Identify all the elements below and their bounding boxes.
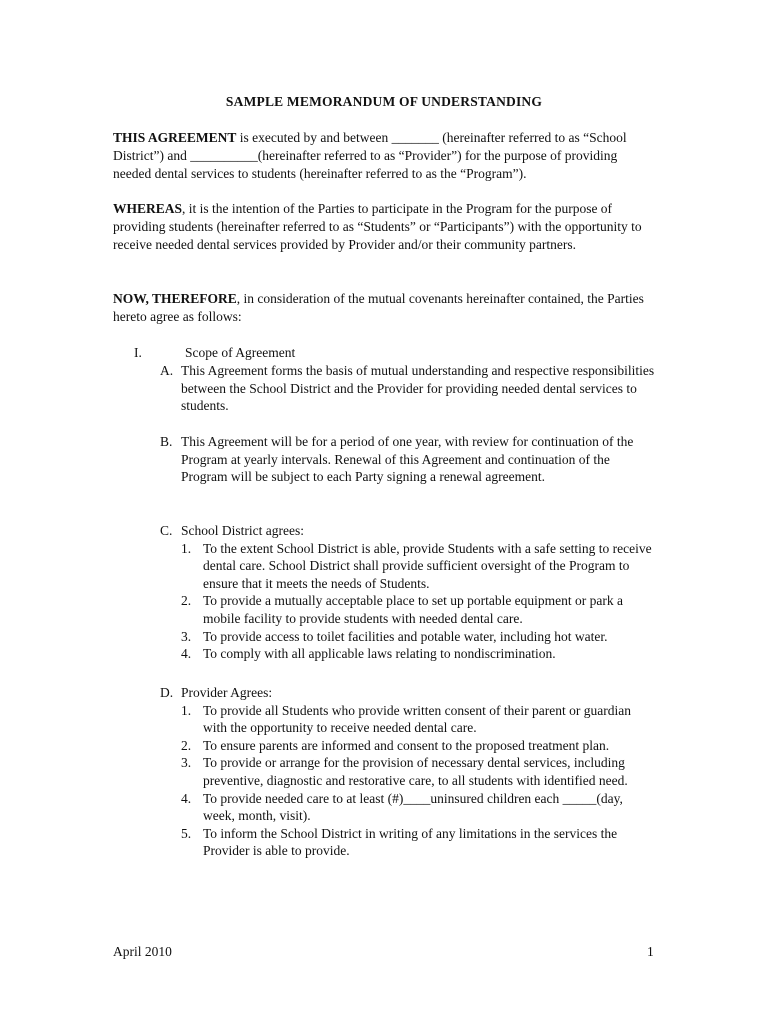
list-item-number: 5. — [181, 825, 192, 841]
agreement-paragraph — [113, 129, 653, 183]
therefore-text: , in consideration of the mutual covenants hereinafter contained, the Parties hereto agree as follows: — [113, 291, 644, 324]
list-item — [160, 702, 658, 737]
page-number: 1 — [647, 944, 654, 959]
clause-a-label: A. — [160, 363, 174, 378]
list-item-text: To inform the School District in writing of any limitations in the services the Provider is able to provide. — [203, 825, 618, 859]
list-item — [160, 540, 658, 593]
list-item-text: To provide needed care to at least (#)____uninsured children each _____(day, week, month, visit). — [203, 790, 623, 824]
list-item-number: 1. — [181, 702, 192, 718]
section-title: Scope of Agreement — [185, 345, 296, 360]
list-item — [160, 592, 658, 627]
clause-b-label: B. — [160, 434, 173, 449]
list-item — [160, 790, 658, 825]
clause-d-list — [160, 702, 660, 860]
list-item-text: To provide all Students who provide written consent of their parent or guardian with the opportunity to receive needed dental care. — [203, 702, 631, 736]
therefore-lead: NOW, THEREFORE — [113, 291, 237, 306]
agreement-lead: THIS AGREEMENT — [113, 130, 237, 145]
whereas-lead: WHEREAS — [113, 201, 183, 216]
list-item-text: To provide access to toilet facilities and potable water, including hot water. — [203, 628, 608, 644]
list-item-number: 2. — [181, 593, 192, 609]
list-item-number: 3. — [181, 628, 192, 644]
list-item — [160, 737, 658, 755]
list-item — [160, 825, 658, 860]
agreement-text: is executed by and between _______ (hereinafter referred to as “School District”) and __________(hereinafter referred to as “Provider”) for the purpose of providing needed dental services to students (hereinafter referred to as the “Program”). — [113, 130, 627, 181]
clause-d — [160, 684, 660, 860]
list-item-text: To ensure parents are informed and consent to the proposed treatment plan. — [203, 737, 610, 753]
clause-c-label: C. — [160, 523, 173, 538]
whereas-paragraph — [113, 200, 653, 254]
section-numeral: I. — [134, 345, 142, 360]
list-item-text: To provide or arrange for the provision of necessary dental services, including preventive, diagnostic and restorative care, to all students with identified need. — [203, 755, 628, 788]
list-item-text: To provide a mutually acceptable place to set up portable equipment or park a mobile facility to provide students with needed dental care. — [203, 593, 624, 626]
list-item — [160, 628, 658, 646]
list-item-text: To the extent School District is able, provide Students with a safe setting to receive dental care. School District shall provide sufficient oversight of the Program to ensure that it meets the needs of Students. — [203, 540, 652, 591]
list-item-text: To comply with all applicable laws relating to nondiscrimination. — [203, 646, 556, 662]
list-item-number: 3. — [181, 755, 192, 771]
clause-b-text: This Agreement will be for a period of one year, with review for continuation of the Program at yearly intervals. Renewal of this Agreement and continuation of the Program will be subject to each Party signing a renewal agreement. — [181, 434, 634, 485]
list-item — [160, 754, 658, 789]
therefore-paragraph — [113, 290, 653, 326]
list-item-number: 4. — [181, 646, 192, 662]
clause-c-text: School District agrees: — [181, 523, 304, 538]
list-item — [160, 645, 658, 663]
list-item-number: 2. — [181, 737, 192, 753]
clause-d-label: D. — [160, 685, 174, 700]
clause-d-text: Provider Agrees: — [181, 685, 273, 700]
document-title: SAMPLE MEMORANDUM OF UNDERSTANDING — [225, 94, 543, 109]
clause-a-text: This Agreement forms the basis of mutual understanding and respective responsibilities between the School District and the Provider for providing needed dental services to students. — [181, 363, 655, 414]
clause-a — [160, 362, 660, 415]
list-item-number: 1. — [181, 540, 192, 556]
clause-c — [160, 522, 660, 663]
whereas-text: , it is the intention of the Parties to participate in the Program for the purpose of providing students (hereinafter referred to as “Students” or “Participants”) with the opportunity to receive needed dental services provided by Provider and/or their community partners. — [113, 201, 642, 252]
clause-c-list — [160, 540, 660, 663]
list-item-number: 4. — [181, 790, 192, 806]
clause-b — [160, 433, 660, 486]
footer-date: April 2010 — [113, 944, 172, 959]
